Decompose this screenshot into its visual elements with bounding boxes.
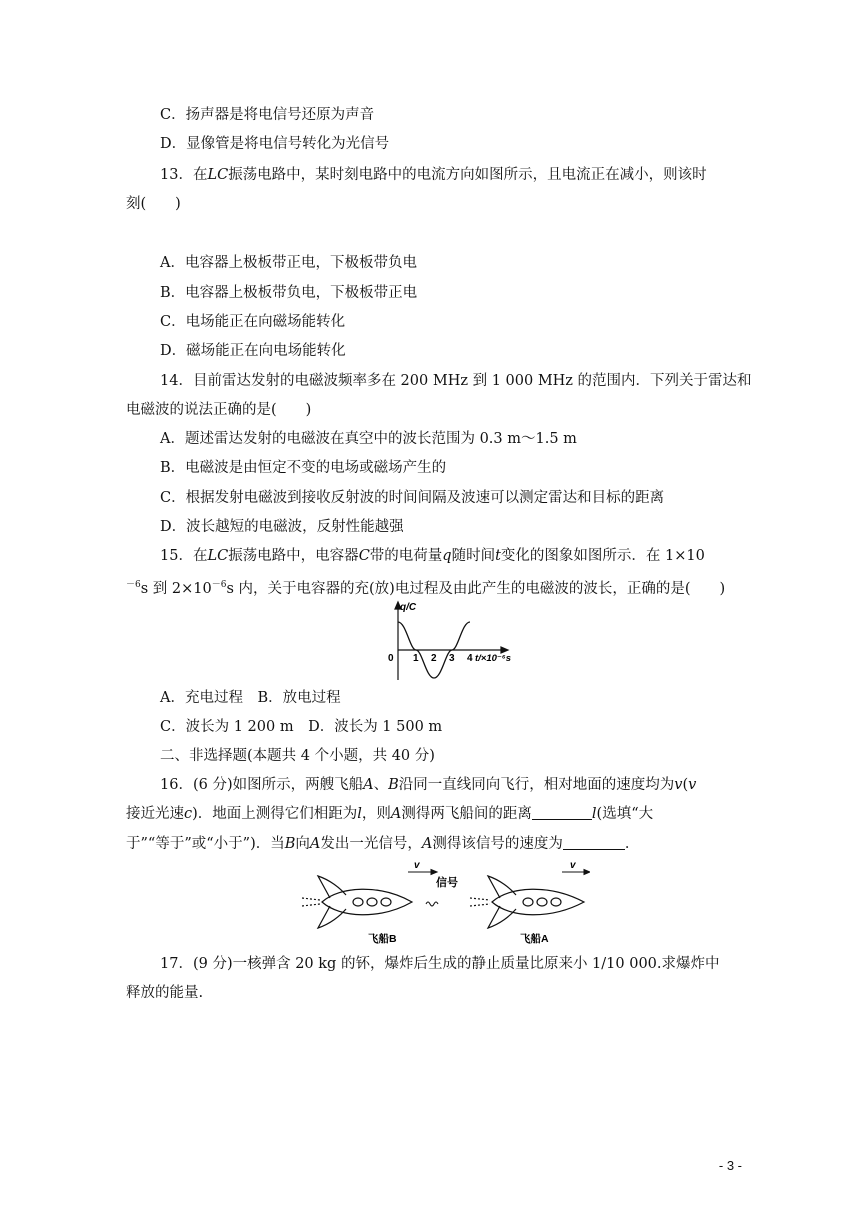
signal-wave [426, 902, 438, 906]
q16-line1: 16．(6 分)如图所示，两艘飞船A、B沿同一直线同向飞行，相对地面的速度均为v(v [160, 777, 697, 793]
velocity-label-a: v [570, 860, 576, 871]
graph-axes [395, 602, 508, 680]
velocity-arrow-b [408, 870, 437, 875]
q15-stem-line1: 15．在LC振荡电路中，电容器C带的电荷量q随时间t变化的图象如图所示．在 1×10 [160, 548, 705, 564]
q14-stem-line2: 电磁波的说法正确的是( ) [126, 402, 312, 418]
q16-blank-2[interactable] [563, 835, 625, 850]
spaceships-figure [300, 858, 590, 944]
graph-tick-2: 2 [431, 653, 437, 664]
velocity-label-b: v [414, 860, 420, 871]
ship-a [470, 876, 584, 928]
q14-option-c: C．根据发射电磁波到接收反射波的时间间隔及波速可以测定雷达和目标的距离 [160, 490, 665, 506]
graph-ylabel: q/C [400, 602, 417, 613]
q15-stem-line2: $^{-6}$s 到 $2\times 10^{-6}s$ 内，关于电容器的充(放)电过程及由此产生的电磁波的波长，正确的是( ) [126, 580, 726, 597]
q13-option-d: D．磁场能正在向电场能转化 [160, 343, 346, 359]
q14-option-a: A．题述雷达发射的电磁波在真空中的波长范围为 0.3 m～1.5 m [160, 431, 577, 447]
signal-label: 信号 [436, 877, 458, 889]
q16-line3: 于”“等于”或“小于”)．当B向A发出一光信号，A测得该信号的速度为 ． [126, 836, 640, 852]
ship-a-label: 飞船A [520, 933, 549, 944]
ship-b [302, 876, 412, 928]
velocity-arrow-a [562, 870, 590, 875]
q13-stem-line2: 刻( ) [126, 196, 181, 212]
q14-stem-line1: 14．目前雷达发射的电磁波频率多在 200 MHz 到 1 000 MHz 的范围内．下列关于雷达和 [160, 373, 752, 389]
section-heading: 二、非选择题(本题共 4 个小题，共 40 分) [160, 748, 435, 764]
charge-time-graph [380, 600, 520, 682]
q13-option-a: A．电容器上极板带正电，下极板带负电 [160, 255, 417, 271]
graph-origin: 0 [388, 653, 394, 664]
q13-stem-line1: 13．在LC振荡电路中，某时刻电路中的电流方向如图所示，且电流正在减小，则该时 [160, 167, 707, 183]
q17-line1: 17．(9 分)一核弹含 20 kg 的钚，爆炸后生成的静止质量比原来小 1/10 000.求爆炸中 [160, 956, 720, 972]
q14-option-b: B．电磁波是由恒定不变的电场或磁场产生的 [160, 460, 447, 476]
graph-xlabel: t/×10⁻⁶s [475, 653, 512, 664]
q15-options-row2: C．波长为 1 200 m D．波长为 1 500 m [160, 719, 443, 735]
ship-b-label: 飞船B [368, 933, 397, 944]
q14-option-d: D．波长越短的电磁波，反射性能越强 [160, 519, 404, 535]
q15-options-row1: A．充电过程 B．放电过程 [160, 690, 341, 706]
graph-tick-4: 4 [467, 653, 473, 664]
page-number: - 3 - [718, 1158, 742, 1173]
graph-tick-3: 3 [449, 653, 455, 664]
q13-option-b: B．电容器上极板带负电，下极板带正电 [160, 285, 418, 301]
q12-option-c: C．扬声器是将电信号还原为声音 [160, 107, 375, 123]
q16-blank-1[interactable] [532, 805, 592, 820]
graph-tick-1: 1 [413, 653, 419, 664]
q16-line2: 接近光速c)．地面上测得它们相距为l，则A测得两飞船间的距离 l(选填“大 [126, 806, 654, 822]
q12-option-d: D．显像管是将电信号转化为光信号 [160, 136, 390, 152]
q13-option-c: C．电场能正在向磁场能转化 [160, 314, 346, 330]
q17-line2: 释放的能量. [126, 985, 204, 1001]
